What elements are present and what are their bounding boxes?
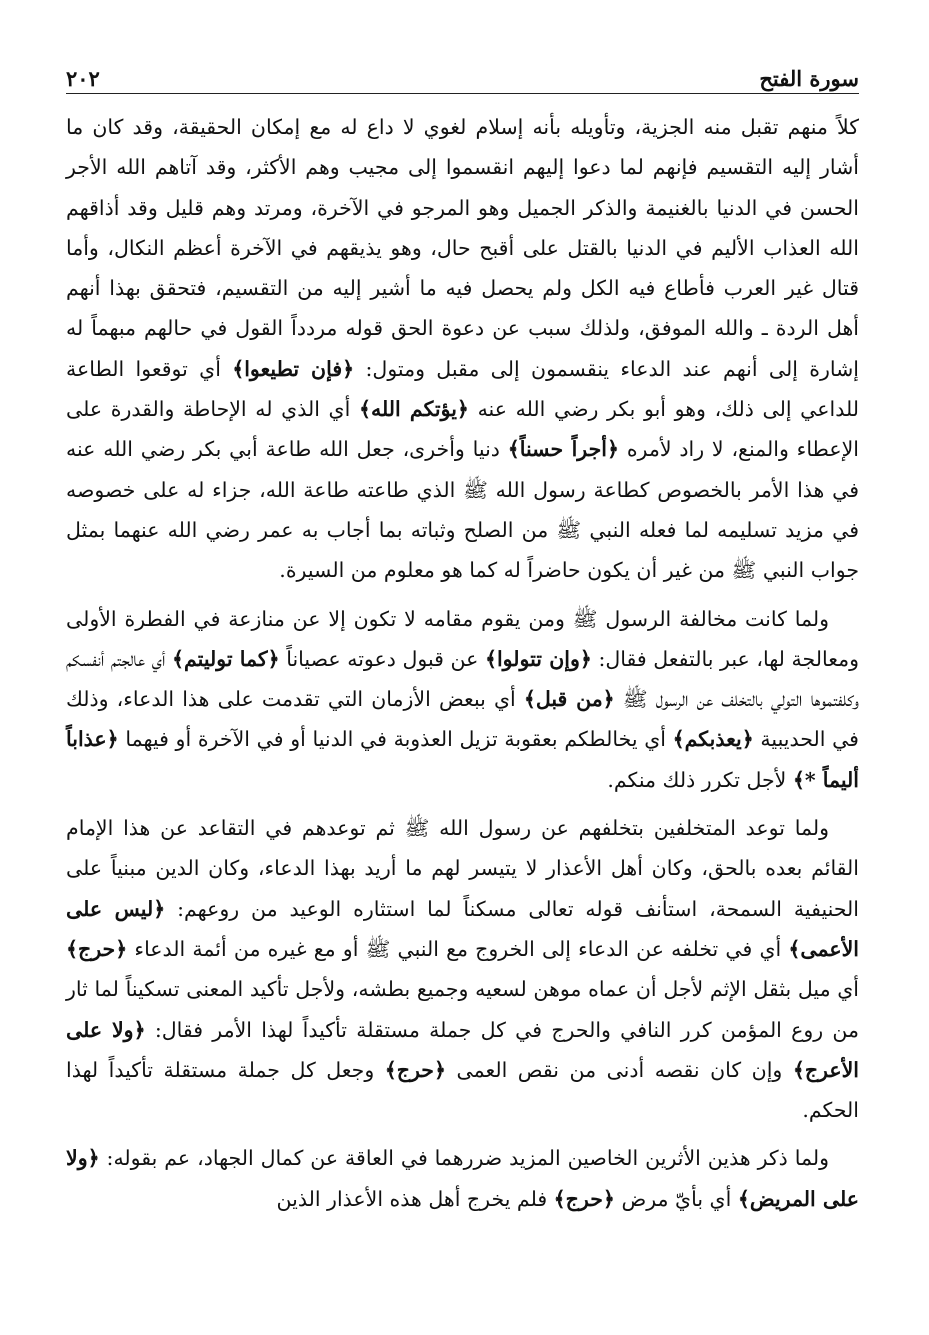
commentary-text: أي الذي له الإحاطة والقدرة على الإعطاء والمنع، لا راد لأمره bbox=[66, 397, 859, 462]
quran-quote: ﴿حرج﴾ bbox=[553, 1186, 615, 1211]
quran-quote: ﴿ليس على الأعمى﴾ bbox=[66, 896, 859, 961]
commentary-text: عن قبول دعوته عصياناً bbox=[279, 646, 485, 671]
quran-quote: ﴿كما توليتم﴾ bbox=[171, 646, 280, 671]
commentary-text: أي في تخلفه عن الدعاء إلى الخروج مع النبي ﷺ أو مع غيره من أئمة الدعاء bbox=[127, 936, 789, 961]
body-text bbox=[66, 107, 859, 1219]
paragraph bbox=[66, 808, 859, 1130]
paragraph bbox=[66, 107, 859, 591]
commentary-text: دنيا وأخرى، جعل الله طاعة أبي بكر رضي الله عنه في هذا الأمر بالخصوص كطاعة رسول الله ﷺ الذي طاعته طاعة الله، جزاء له على خصوصه في مزيد تسليمه لما فعله النبي ﷺ من الصلح وثباته بما أجاب به عمر رضي الله عنهما بمثل جواب النبي ﷺ من غير أن يكون حاضراً له كما هو معلوم من السيرة. bbox=[66, 437, 859, 583]
quran-quote: ﴿حرج﴾ bbox=[66, 936, 128, 961]
commentary-text: وجعل كل جملة مستقلة تأكيداً لهذا الحكم. bbox=[66, 1057, 859, 1123]
commentary-text: ولما كانت مخالفة الرسول ﷺ ومن يقوم مقامه لا تكون إلا عن منازعة في الفطرة الأولى ومعالجة لها، عبر بالتفعل فقال: bbox=[66, 606, 859, 671]
commentary-text: أي ببعض الأزمان التي تقدمت على هذا الدعاء، وذلك في الحديبية bbox=[66, 687, 859, 752]
page-number: ٢٠٢ bbox=[66, 66, 100, 91]
page-header bbox=[66, 58, 859, 94]
quran-quote: ﴿حرج﴾ bbox=[384, 1057, 446, 1082]
commentary-text: ولما ذكر هذين الأثرين الخاصين المزيد ضررهما في العاقة عن كمال الجهاد، عم بقوله: bbox=[99, 1146, 829, 1171]
quran-quote: ﴿يؤتكم الله﴾ bbox=[358, 397, 469, 422]
paragraph bbox=[66, 1138, 859, 1219]
commentary-text: أي عالجتم أنفسكم وكلفتموها التولي بالتخلف عن الرسول ﷺ bbox=[66, 646, 859, 712]
commentary-text: أي يخالطكم بعقوبة تزيل العذوبة في الدنيا أو في الآخرة أو فيهما bbox=[118, 727, 673, 752]
commentary-text: أي توقعوا الطاعة للداعي إلى ذلك، وهو أبو بكر رضي الله عنه bbox=[66, 356, 859, 422]
quran-quote: ﴿عذاباً أليماً *﴾ bbox=[66, 727, 859, 792]
quran-quote: ﴿من قبل﴾ bbox=[523, 687, 615, 712]
commentary-text: لأجل تكرر ذلك منكم. bbox=[607, 767, 793, 792]
commentary-text: أي ميل بثقل الإثم لأجل أن عماه موهن لسعيه وجميع بطشه، ولأجل تأكيد المعنى تسكيناً لما ثار من روع المؤمن كرر النافي والحرج في كل جملة مستقلة تأكيداً لهذا الأمر فقال: bbox=[66, 977, 859, 1042]
paragraph bbox=[66, 599, 859, 800]
quran-quote: ﴿ولا على المريض﴾ bbox=[66, 1146, 859, 1211]
commentary-text: كلاً منهم تقبل منه الجزية، وتأويله بأنه إسلام لغوي لا داع له مع إمكان الحقيقة، وقد كان ما أشار إليه التقسيم فإنهم لما دعوا إليهم انقسموا إلى مجيب وهم الأكثر، وقد آتاهم الله الأجر الحسن في الدنيا بالغنيمة والذكر الجميل وهو المرجو في الآخرة، ومرتد وهم قليل وقد أذاقهم الله العذاب الأليم في الدنيا بالقتل على أقبح حال، وهو يذيقهم في الآخرة أعظم النكال، وأما قتال غير العرب فأطاع فيه الكل ولم يحصل فيه ما أشير إليه من التقسيم، فتحقق بهذا أنهم أهل الردة ـ والله الموفق، ولذلك سبب عن دعوة الحق قوله مردداً القول في حالهم مبهماً له إشارة إلى أنهم عند الدعاء ينقسمون إلى مقبل ومتول: bbox=[66, 115, 859, 381]
quran-quote: ﴿ولا على الأعرج﴾ bbox=[66, 1017, 859, 1082]
quran-quote: ﴿يعذبكم﴾ bbox=[672, 727, 754, 752]
surah-title: سورة الفتح bbox=[759, 66, 859, 91]
quran-quote: ﴿أجراً حسناً﴾ bbox=[507, 437, 619, 462]
commentary-text: فلم يخرج أهل هذه الأعذار الذين bbox=[276, 1186, 554, 1211]
quran-quote: ﴿وإن تتولوا﴾ bbox=[484, 646, 592, 671]
quran-quote: ﴿فإن تطيعوا﴾ bbox=[232, 356, 355, 381]
commentary-text: ولما توعد المتخلفين بتخلفهم عن رسول الله ﷺ ثم توعدهم في التقاعد عن هذا الإمام القائم بعده بالحق، وكان أهل الأعذار لا يتيسر لهم ما أريد بهذا الدعاء، وكان الدين مبنياً على الحنيفية السمحة، استأنف قوله تعالى مسكناً لما استثاره الوعيد من روعهم: bbox=[66, 816, 859, 921]
commentary-text: أي بأيّ مرض bbox=[614, 1186, 738, 1211]
commentary-text: وإن كان نقصه أدنى من نقص العمى bbox=[446, 1057, 793, 1082]
